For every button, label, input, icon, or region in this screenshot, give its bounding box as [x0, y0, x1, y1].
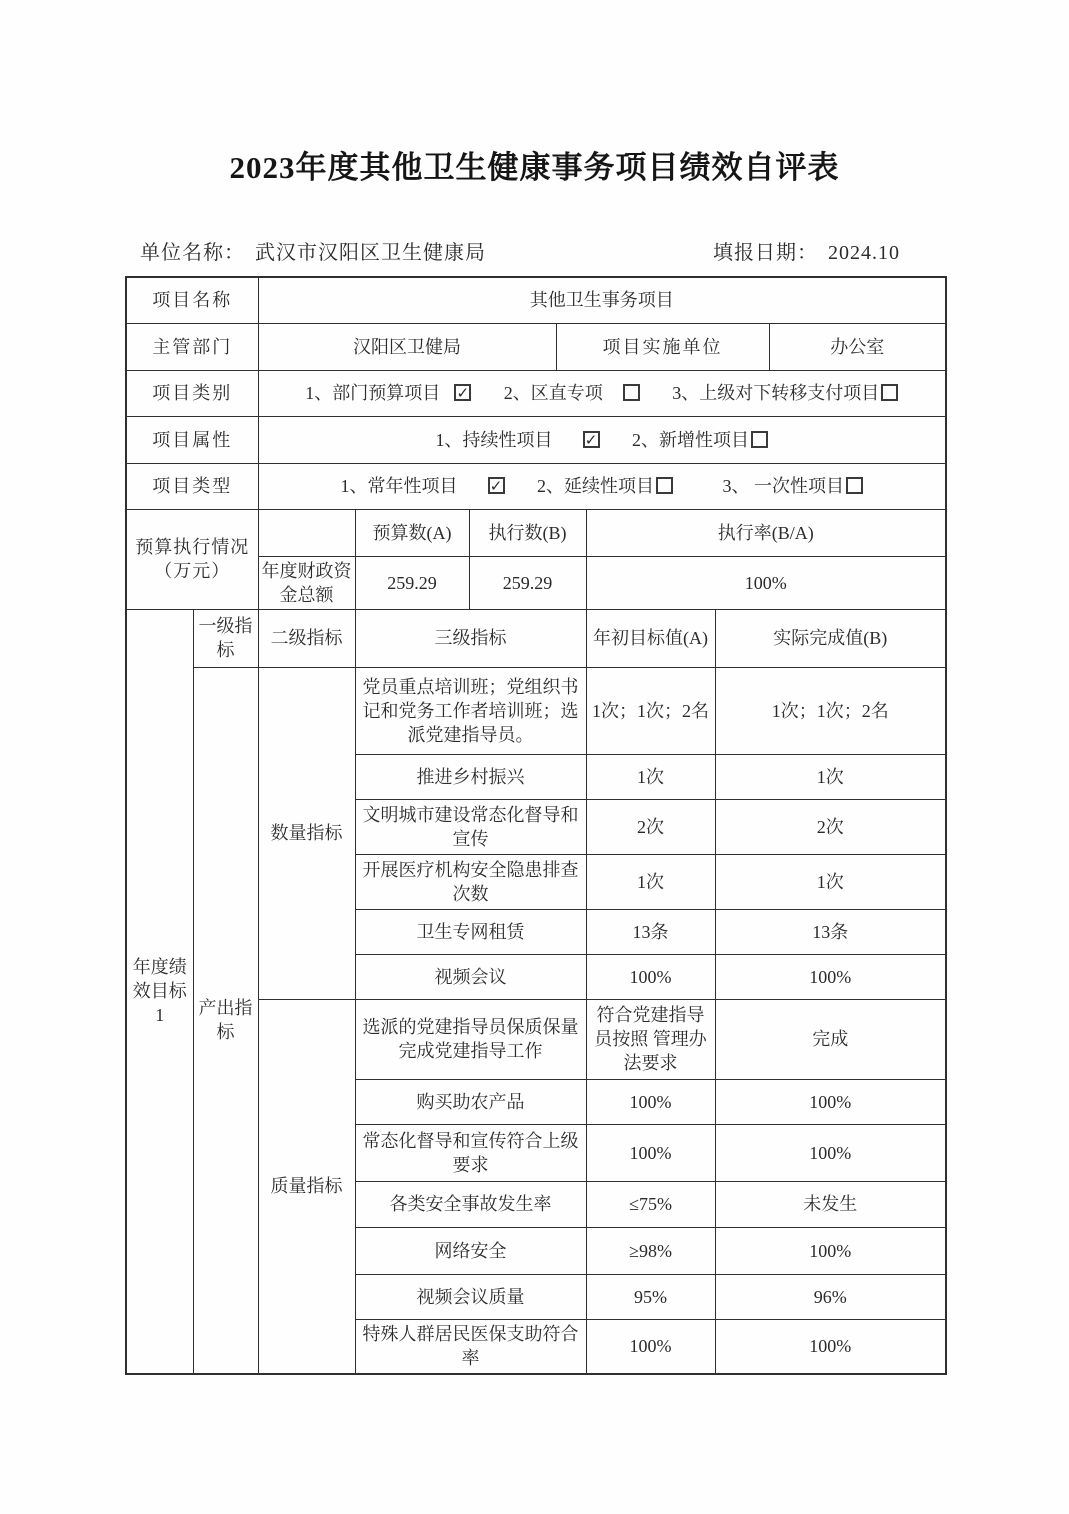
checkbox-icon: ✓: [454, 384, 471, 401]
indicator-target: ≥98%: [586, 1227, 715, 1274]
category-options: [258, 370, 946, 416]
indicator-name: 购买助农产品: [355, 1079, 586, 1124]
option-label: 1、持续性项目: [435, 429, 553, 450]
option-label: 2、延续性项目: [537, 476, 654, 496]
row-budget-header: [126, 509, 946, 556]
indicator-target: 符合党建指导员按照 管理办法要求: [586, 999, 715, 1079]
indicator-actual: 1次: [715, 854, 946, 909]
option-item: [436, 430, 600, 450]
indicator-name: 视频会议质量: [355, 1274, 586, 1319]
report-date: [713, 236, 900, 265]
checkbox-icon: [881, 384, 898, 401]
empty-cell: [258, 509, 355, 556]
indicator-actual: 13条: [715, 909, 946, 954]
option-item: [504, 383, 640, 403]
category-label: 项目类别: [126, 370, 258, 416]
indicator-name: 各类安全事故发生率: [355, 1181, 586, 1227]
budget-value-b: 259.29: [469, 556, 586, 609]
indicator-actual: 100%: [715, 1124, 946, 1181]
indicator-target: 100%: [586, 1079, 715, 1124]
indicator-name: 网络安全: [355, 1227, 586, 1274]
indicator-actual: 未发生: [715, 1181, 946, 1227]
quantity-group-cell: 数量指标: [258, 667, 355, 999]
project-name-label: 项目名称: [126, 277, 258, 323]
indicator-actual: 1次；1次；2名: [715, 667, 946, 754]
checkbox-icon: [623, 384, 640, 401]
option-item: [723, 476, 864, 496]
target-header: 年初目标值(A): [586, 609, 715, 667]
option-item: [341, 476, 505, 496]
row-category: [126, 370, 946, 416]
indicator-target: ≤75%: [586, 1181, 715, 1227]
attribute-options: [258, 416, 946, 463]
budget-value-rate: 100%: [586, 556, 946, 609]
unit-name-value: 武汉市汉阳区卫生健康局: [255, 242, 486, 264]
implement-unit-label: 项目实施单位: [556, 323, 769, 370]
budget-section-label: 预算执行情况（万元）: [126, 509, 258, 609]
indicator-name: 常态化督导和宣传符合上级要求: [355, 1124, 586, 1181]
report-date-label: 填报日期：: [713, 242, 818, 264]
indicator-target: 100%: [586, 1319, 715, 1374]
checkbox-icon: [751, 431, 768, 448]
department-value: 汉阳区卫健局: [258, 323, 556, 370]
department-label: 主管部门: [126, 323, 258, 370]
checkbox-icon: ✓: [488, 477, 505, 494]
annual-goal-cell: 年度绩效目标1: [126, 609, 193, 1374]
indicator-name: 推进乡村振兴: [355, 754, 586, 799]
indicator-actual: 100%: [715, 1319, 946, 1374]
indicator-target: 100%: [586, 1124, 715, 1181]
budget-value-a: 259.29: [355, 556, 469, 609]
option-item: [537, 476, 673, 496]
option-label: 3、 一次性项目: [722, 476, 844, 496]
indicator-name: 开展医疗机构安全隐患排查次数: [355, 854, 586, 909]
option-label: 1、部门预算项目: [305, 383, 441, 403]
level3-header: 三级指标: [355, 609, 586, 667]
indicator-name: 选派的党建指导员保质保量完成党建指导工作: [355, 999, 586, 1079]
option-label: 1、常年性项目: [340, 476, 458, 496]
actual-header: 实际完成值(B): [715, 609, 946, 667]
indicator-target: 13条: [586, 909, 715, 954]
unit-name-label: 单位名称：: [140, 242, 245, 264]
row-department: [126, 323, 946, 370]
page-title: 2023年度其他卫生健康事务项目绩效自评表: [229, 150, 840, 185]
checkbox-icon: ✓: [583, 431, 600, 448]
indicator-actual: 1次: [715, 754, 946, 799]
indicator-target: 1次；1次；2名: [586, 667, 715, 754]
indicator-target: 95%: [586, 1274, 715, 1319]
level1-value-cell: 产出指标: [193, 667, 258, 1374]
level1-header: 一级指标: [193, 609, 258, 667]
report-date-value: 2024.10: [828, 242, 900, 264]
meta-line: [125, 236, 945, 265]
row-attribute: [126, 416, 946, 463]
indicator-actual: 100%: [715, 1079, 946, 1124]
indicator-target: 1次: [586, 854, 715, 909]
type-options: [258, 463, 946, 509]
option-item: [305, 383, 471, 403]
indicator-row: [126, 667, 946, 754]
budget-row-label: 年度财政资金总额: [258, 556, 355, 609]
indicator-name: 特殊人群居民医保支助符合率: [355, 1319, 586, 1374]
budget-col-b: 执行数(B): [469, 509, 586, 556]
indicator-name: 党员重点培训班；党组织书记和党务工作者培训班；选派党建指导员。: [355, 667, 586, 754]
checkbox-icon: [846, 477, 863, 494]
option-label: 3、上级对下转移支付项目: [672, 383, 880, 403]
indicator-target: 2次: [586, 799, 715, 854]
type-label: 项目类型: [126, 463, 258, 509]
unit-name: [140, 236, 486, 265]
indicator-target: 100%: [586, 954, 715, 999]
budget-col-rate: 执行率(B/A): [586, 509, 946, 556]
indicator-actual: 2次: [715, 799, 946, 854]
level2-header: 二级指标: [258, 609, 355, 667]
implement-unit-value: 办公室: [769, 323, 946, 370]
checkbox-icon: [656, 477, 673, 494]
indicator-name: 卫生专网租赁: [355, 909, 586, 954]
indicator-actual: 完成: [715, 999, 946, 1079]
indicator-actual: 100%: [715, 1227, 946, 1274]
option-label: 2、新增性项目: [632, 429, 749, 450]
project-name-value: 其他卫生事务项目: [258, 277, 946, 323]
row-indicator-header: [126, 609, 946, 667]
indicator-actual: 96%: [715, 1274, 946, 1319]
option-label: 2、区直专项: [503, 383, 603, 403]
budget-col-a: 预算数(A): [355, 509, 469, 556]
indicator-actual: 100%: [715, 954, 946, 999]
indicator-name: 视频会议: [355, 954, 586, 999]
quality-group-cell: 质量指标: [258, 999, 355, 1374]
row-type: [126, 463, 946, 509]
row-project-name: [126, 277, 946, 323]
indicator-target: 1次: [586, 754, 715, 799]
evaluation-table: [125, 276, 947, 1375]
attribute-label: 项目属性: [126, 416, 258, 463]
option-item: [632, 430, 768, 450]
indicator-name: 文明城市建设常态化督导和宣传: [355, 799, 586, 854]
option-item: [672, 383, 898, 403]
